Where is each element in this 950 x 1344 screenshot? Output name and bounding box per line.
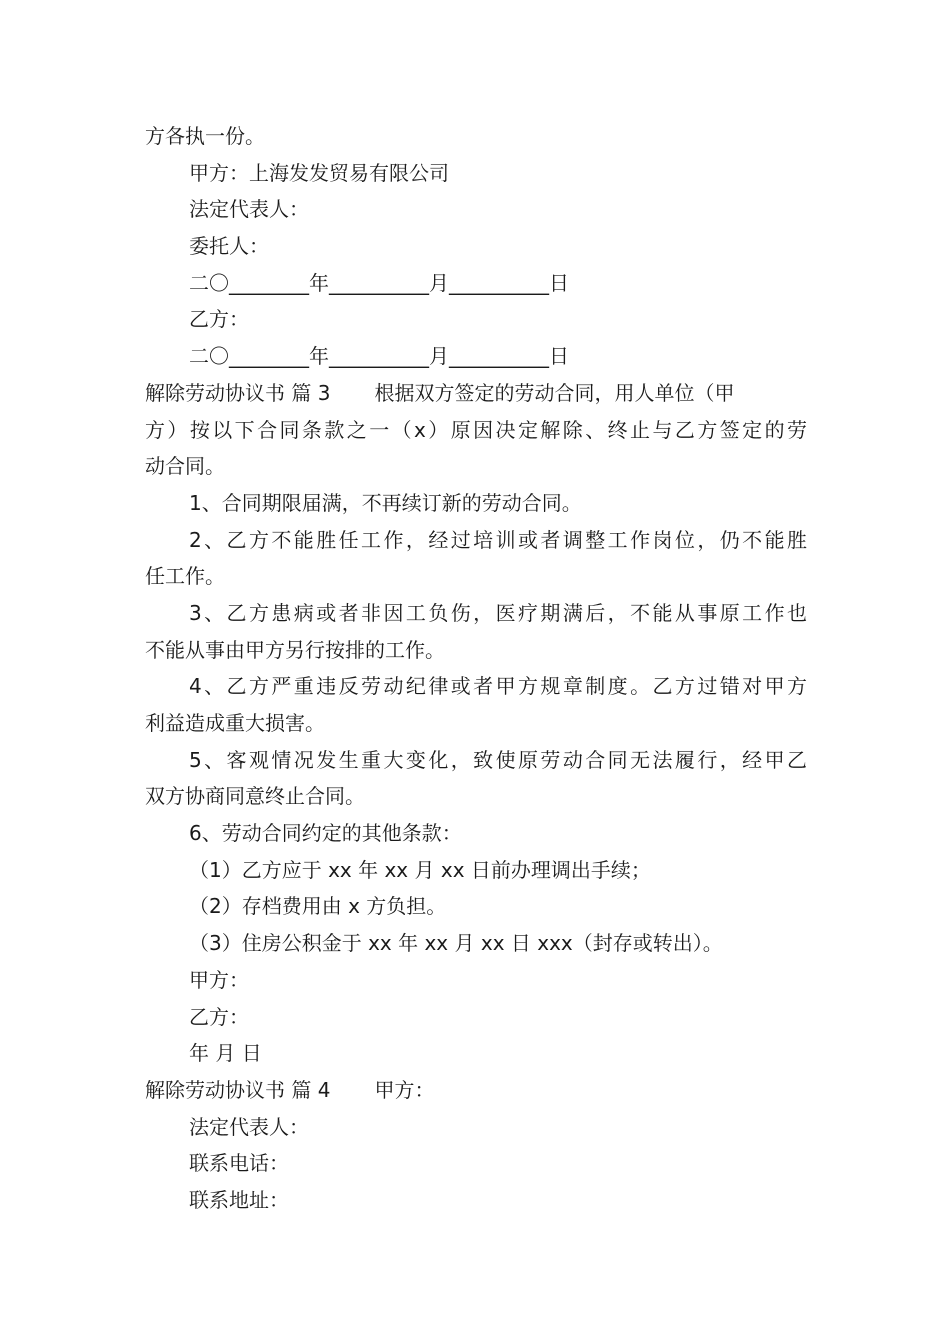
text-line xyxy=(145,522,807,559)
text-line xyxy=(145,558,807,595)
line-text: 乙方： xyxy=(189,307,249,332)
line-text: 2、乙方不能胜任工作，经过培训或者调整工作岗位，仍不能胜 xyxy=(189,527,807,552)
text-line xyxy=(145,191,807,228)
line-text: 甲方： xyxy=(374,1077,435,1102)
line-text: 甲方：上海发发贸易有限公司 xyxy=(189,160,449,185)
text-line xyxy=(145,925,807,962)
text-line xyxy=(145,888,807,925)
text-line xyxy=(145,1182,807,1219)
line-text: 联系地址： xyxy=(189,1187,289,1212)
line-text: 乙方： xyxy=(189,1004,249,1029)
line-text: 法定代表人： xyxy=(189,1114,309,1139)
line-text: 法定代表人： xyxy=(189,197,309,222)
line-text: 动合同。 xyxy=(145,454,225,479)
section-heading-line xyxy=(145,375,807,412)
text-line xyxy=(145,265,807,302)
text-line xyxy=(145,1109,807,1146)
line-text: （2）存档费用由 x 方负担。 xyxy=(189,894,447,919)
line-text: 不能从事由甲方另行按排的工作。 xyxy=(145,637,445,662)
text-line xyxy=(145,301,807,338)
text-line xyxy=(145,228,807,265)
line-text: （3）住房公积金于 xx 年 xx 月 xx 日 xxx（封存或转出）。 xyxy=(189,931,723,956)
text-line xyxy=(145,668,807,705)
line-text: 利益造成重大损害。 xyxy=(145,711,325,735)
section-heading: 解除劳动协议书 篇 3 xyxy=(145,380,331,405)
section-heading: 解除劳动协议书 篇 4 xyxy=(145,1077,331,1102)
line-text: 任工作。 xyxy=(145,564,225,589)
line-text: 年 月 日 xyxy=(189,1041,262,1066)
section-heading-line xyxy=(145,1072,807,1109)
text-line xyxy=(145,1035,807,1072)
text-line xyxy=(145,1145,807,1182)
line-text: 委托人： xyxy=(189,234,269,259)
line-text: （1）乙方应于 xx 年 xx 月 xx 日前办理调出手续； xyxy=(189,857,651,882)
line-text: 6、劳动合同约定的其他条款： xyxy=(189,821,462,846)
text-line xyxy=(145,412,807,449)
line-text: 5、客观情况发生重大变化，致使原劳动合同无法履行，经甲乙 xyxy=(189,747,807,772)
text-line xyxy=(145,852,807,889)
line-text: 联系电话： xyxy=(189,1151,289,1176)
line-text: 3、乙方患病或者非因工负伤，医疗期满后，不能从事原工作也 xyxy=(189,600,807,625)
line-text: 方）按以下合同条款之一（x）原因决定解除、终止与乙方签定的劳 xyxy=(145,417,807,442)
text-line xyxy=(145,595,807,632)
line-text: 二〇________年__________月__________日 xyxy=(189,344,569,369)
line-text: 双方协商同意终止合同。 xyxy=(145,784,365,809)
line-text: 方各执一份。 xyxy=(145,124,265,148)
text-line xyxy=(145,118,807,155)
line-text: 二〇________年__________月__________日 xyxy=(189,270,569,295)
text-line xyxy=(145,155,807,192)
text-line xyxy=(145,485,807,522)
text-line xyxy=(145,742,807,779)
text-line xyxy=(145,815,807,852)
line-text: 甲方： xyxy=(189,967,249,992)
text-line xyxy=(145,632,807,669)
line-text: 根据双方签定的劳动合同，用人单位（甲 xyxy=(374,380,735,405)
text-line xyxy=(145,705,807,742)
text-line xyxy=(145,999,807,1036)
line-text: 1、合同期限届满，不再续订新的劳动合同。 xyxy=(189,490,582,515)
text-line xyxy=(145,448,807,485)
document-page xyxy=(145,118,807,1219)
text-line xyxy=(145,778,807,815)
text-line xyxy=(145,962,807,999)
text-line xyxy=(145,338,807,375)
line-text: 4、乙方严重违反劳动纪律或者甲方规章制度。乙方过错对甲方 xyxy=(189,674,807,699)
